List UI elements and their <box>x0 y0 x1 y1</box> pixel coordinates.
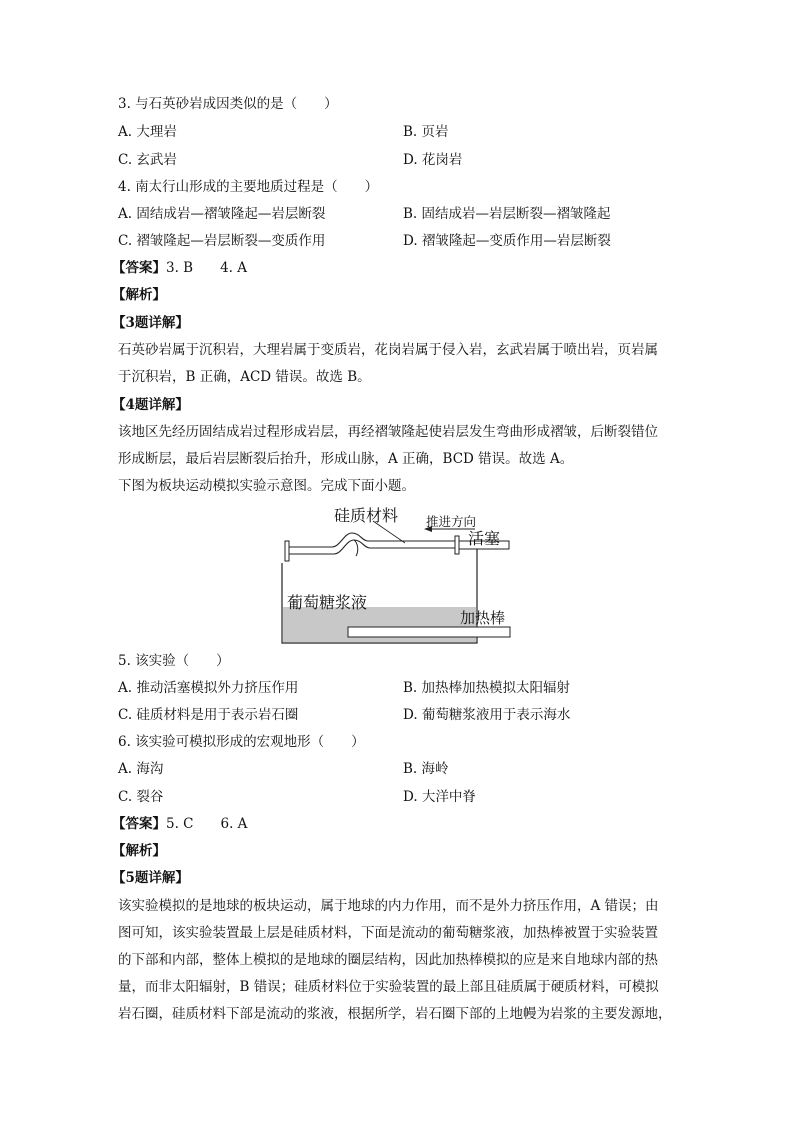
detail-4-line-2: 形成断层，最后岩层断裂后抬升，形成山脉，A 正确，BCD 错误。故选 A。 <box>118 451 574 467</box>
silicon-sheet-top <box>289 533 455 547</box>
label-heater-rod: 加热棒 <box>460 609 506 627</box>
detail-3-heading: 【3题详解】 <box>112 315 189 331</box>
q5-option-b: B. 加热棒加热模拟太阳辐射 <box>403 680 571 696</box>
answer-label: 【答案】 <box>112 260 166 276</box>
q6-option-b: B. 海岭 <box>403 761 449 777</box>
detail-5-line-1: 该实验模拟的是地球的板块运动，属于地球的内力作用，而不是外力挤压作用，A 错误；由 <box>118 898 659 914</box>
piston-plate <box>455 536 459 554</box>
label-piston: 活塞 <box>468 529 501 548</box>
fold-bump <box>354 540 358 556</box>
q3-stem: 3. 与石英砂岩成因类似的是（ ） <box>118 96 338 112</box>
answer-2 <box>112 814 247 834</box>
q3-option-a: A. 大理岩 <box>118 124 177 140</box>
q6-option-d: D. 大洋中脊 <box>403 789 476 805</box>
q4-option-d: D. 褶皱隆起—变质作用—岩层断裂 <box>403 233 611 249</box>
heater-rod <box>348 627 510 637</box>
q6-stem: 6. 该实验可模拟形成的宏观地形（ ） <box>118 734 365 750</box>
analysis-heading-2: 【解析】 <box>112 843 166 859</box>
detail-5-line-4: 量，而非太阳辐射，B 错误；硅质材料位于实验装置的最上部且硅质属于硬质材料，可模拟 <box>118 979 659 995</box>
answer-label: 【答案】 <box>112 816 166 832</box>
detail-5-heading: 【5题详解】 <box>112 870 189 886</box>
experiment-diagram <box>270 503 520 648</box>
detail-5-line-2: 图可知，该实验装置最上层是硅质材料，下面是流动的葡萄糖浆液，加热棒被置于实验装置 <box>118 925 658 941</box>
q4-option-c: C. 褶皱隆起—岩层断裂—变质作用 <box>118 233 326 249</box>
q3-option-b: B. 页岩 <box>403 124 449 140</box>
silicon-end-cap <box>285 541 289 561</box>
detail-4-heading: 【4题详解】 <box>112 397 189 413</box>
detail-5-line-3: 的下部和内部，整体上模拟的是地球的圈层结构，因此加热棒模拟的应是来自地球内部的热 <box>118 952 658 968</box>
analysis-heading-1: 【解析】 <box>112 287 166 303</box>
answer-text: 5. C 6. A <box>166 816 248 832</box>
detail-3-line-2: 于沉积岩，B 正确，ACD 错误。故选 B。 <box>118 369 371 385</box>
q5-option-d: D. 葡萄糖浆液用于表示海水 <box>403 707 571 723</box>
answer-text: 3. B 4. A <box>166 260 248 276</box>
q3-option-d: D. 花岗岩 <box>403 152 463 168</box>
detail-4-line-1: 该地区先经历固结成岩过程形成岩层，再经褶皱隆起使岩层发生弯曲形成褶皱，后断裂错位 <box>118 424 658 440</box>
q5-option-c: C. 硅质材料是用于表示岩石圈 <box>118 707 299 723</box>
q4-stem: 4. 南太行山形成的主要地质过程是（ ） <box>118 179 379 195</box>
q6-option-a: A. 海沟 <box>118 761 164 777</box>
q5-stem: 5. 该实验（ ） <box>118 653 230 669</box>
q4-option-b: B. 固结成岩—岩层断裂—褶皱隆起 <box>403 206 611 222</box>
figure-intro: 下图为板块运动模拟实验示意图。完成下面小题。 <box>118 478 415 494</box>
label-glucose-fluid: 葡萄糖浆液 <box>287 593 368 612</box>
q6-option-c: C. 裂谷 <box>118 789 164 805</box>
q4-option-a: A. 固结成岩—褶皱隆起—岩层断裂 <box>118 206 326 222</box>
label-silicon-material: 硅质材料 <box>334 506 399 525</box>
answer-1 <box>112 258 247 278</box>
q5-option-a: A. 推动活塞模拟外力挤压作用 <box>118 680 299 696</box>
q3-option-c: C. 玄武岩 <box>118 152 177 168</box>
detail-5-line-5: 岩石圈，硅质材料下部是流动的浆液，根据所学，岩石圈下部的上地幔为岩浆的主要发源地， <box>118 1006 672 1022</box>
label-push-direction: 推进方向 <box>426 514 477 529</box>
detail-3-line-1: 石英砂岩属于沉积岩，大理岩属于变质岩，花岗岩属于侵入岩，玄武岩属于喷出岩，页岩属 <box>118 342 658 358</box>
